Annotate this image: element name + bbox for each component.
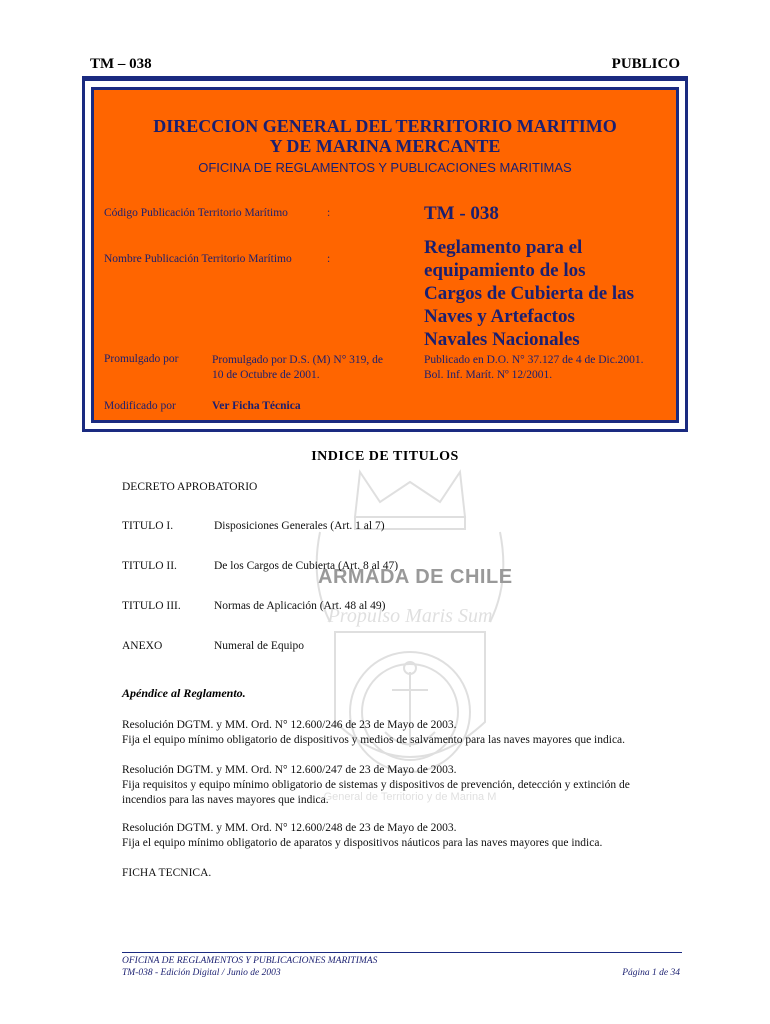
index-row-text: Disposiciones Generales (Art. 1 al 7) bbox=[214, 520, 385, 532]
resolucion-desc: Fija requisitos y equipo mínimo obligatorio de sistemas y dispositivos de prevención, detección y extinción de bbox=[122, 779, 630, 791]
ficha-tecnica-link[interactable]: Ver Ficha Técnica bbox=[212, 400, 301, 412]
index-row-label: TITULO II. bbox=[122, 560, 177, 572]
footer-edition: TM-038 - Edición Digital / Junio de 2003 bbox=[122, 968, 281, 978]
promulgado-label: Promulgado por bbox=[104, 353, 179, 365]
resolucion-line: Resolución DGTM. y MM. Ord. N° 12.600/246 de 23 de Mayo de 2003. bbox=[122, 719, 457, 731]
resolucion-desc: incendios para las naves mayores que indica. bbox=[122, 794, 329, 806]
nombre-value bbox=[424, 236, 634, 351]
index-row-label: TITULO I. bbox=[122, 520, 174, 532]
publicado-line: Bol. Inf. Marít. Nº 12/2001. bbox=[424, 369, 553, 381]
watermark-motto: Propulso Maris Sum bbox=[327, 605, 493, 627]
promulgado-line: Promulgado por D.S. (M) N° 319, de bbox=[212, 354, 384, 366]
index-row-text: De los Cargos de Cubierta (Art. 8 al 47) bbox=[214, 560, 399, 572]
resolucion-desc: Fija el equipo mínimo obligatorio de dispositivos y medios de salvamento para las naves mayores que indica. bbox=[122, 734, 626, 746]
footer-office: OFICINA DE REGLAMENTOS Y PUBLICACIONES MARITIMAS bbox=[122, 956, 378, 966]
nombre-line: equipamiento de los bbox=[424, 260, 586, 281]
footer-page-number: Página 1 de 34 bbox=[622, 968, 680, 978]
modificado-label: Modificado por bbox=[104, 400, 176, 412]
nombre-label: Nombre Publicación Territorio Marítimo bbox=[104, 253, 292, 265]
nombre-colon: : bbox=[327, 253, 331, 265]
nombre-line: Naves y Artefactos bbox=[424, 306, 575, 327]
ficha-tecnica: FICHA TECNICA. bbox=[122, 867, 212, 879]
index-row-text: Normas de Aplicación (Art. 48 al 49) bbox=[214, 600, 386, 612]
codigo-label: Código Publicación Territorio Marítimo bbox=[104, 207, 288, 219]
panel-title-line1: DIRECCION GENERAL DEL TERRITORIO MARITIMO bbox=[153, 116, 617, 136]
index-title: INDICE DE TITULOS bbox=[311, 449, 459, 464]
publicado-line: Publicado en D.O. N° 37.127 de 4 de Dic.2001. bbox=[424, 354, 644, 366]
codigo-colon: : bbox=[327, 207, 331, 219]
decreto-aprobatorio: DECRETO APROBATORIO bbox=[122, 481, 258, 493]
resolucion-item bbox=[122, 821, 602, 851]
watermark-ring-text: General de Territorio y de Marina M bbox=[323, 791, 497, 803]
publicado-value bbox=[424, 353, 644, 383]
resolucion-desc: Fija el equipo mínimo obligatorio de aparatos y dispositivos náuticos para las naves mayores que indica. bbox=[122, 837, 603, 849]
resolucion-line: Resolución DGTM. y MM. Ord. N° 12.600/247 de 23 de Mayo de 2003. bbox=[122, 764, 457, 776]
codigo-value: TM - 038 bbox=[424, 203, 499, 224]
panel-title-line2: Y DE MARINA MERCANTE bbox=[269, 136, 501, 156]
nombre-line: Cargos de Cubierta de las bbox=[424, 283, 635, 304]
nombre-line: Navales Nacionales bbox=[424, 329, 580, 350]
cover-panel-inner bbox=[91, 87, 679, 423]
footer-rule bbox=[122, 952, 682, 953]
index-row-text: Numeral de Equipo bbox=[214, 640, 305, 652]
nombre-line: Reglamento para el bbox=[424, 237, 583, 258]
panel-subtitle: OFICINA DE REGLAMENTOS Y PUBLICACIONES MARITIMAS bbox=[198, 160, 572, 175]
resolucion-item bbox=[122, 718, 625, 748]
classification-header: PUBLICO bbox=[611, 56, 680, 72]
cover-panel bbox=[82, 78, 688, 432]
doc-code-header: TM – 038 bbox=[90, 56, 152, 72]
promulgado-line: 10 de Octubre de 2001. bbox=[212, 369, 320, 381]
apendice-title: Apéndice al Reglamento. bbox=[122, 686, 246, 700]
resolucion-item bbox=[122, 763, 630, 808]
resolucion-line: Resolución DGTM. y MM. Ord. N° 12.600/248 de 23 de Mayo de 2003. bbox=[122, 822, 457, 834]
index-row-label: ANEXO bbox=[122, 640, 163, 652]
index-row-label: TITULO III. bbox=[122, 600, 181, 612]
promulgado-value bbox=[212, 353, 383, 383]
watermark-text: ARMADA DE CHILE bbox=[318, 566, 513, 588]
